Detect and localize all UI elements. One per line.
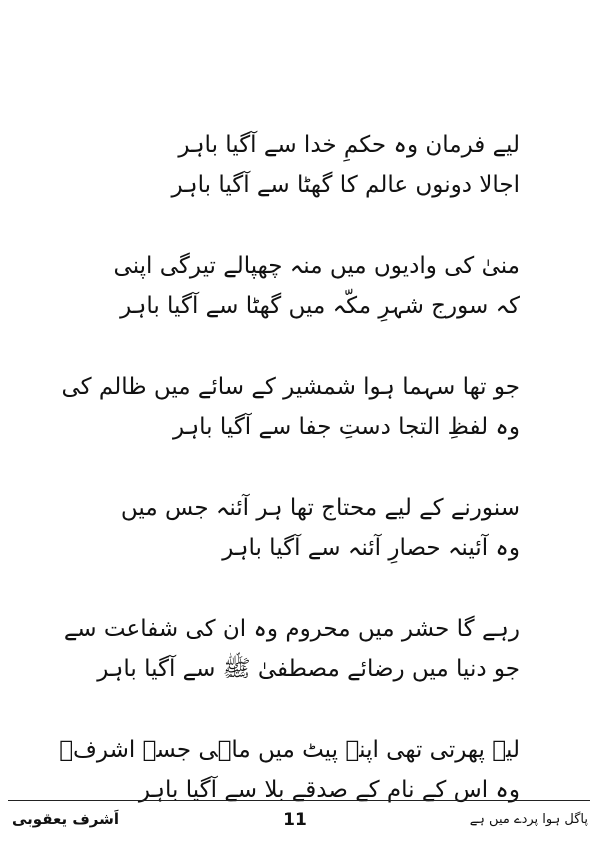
verse-line: جو تھا سہما ہوا شمشیر کے سائے میں ظالم کی (61, 374, 520, 400)
verse-line: جو دنیا میں رضائے مصطفیٰ ﷺ سے آگیا باہر (97, 656, 520, 682)
book-title: پاگل ہوا پردے میں ہے (469, 812, 588, 827)
stanza (59, 730, 520, 810)
page-footer (0, 806, 600, 846)
verse-line: منیٰ کی وادیوں میں منہ چھپالے تیرگی اپنی (113, 253, 520, 279)
verse-line: کہ سورج شہرِ مکّہ میں گھٹا سے آگیا باہر (120, 293, 520, 319)
verse-line: وہ آئینہ حصارِ آئنہ سے آگیا باہر (222, 535, 520, 561)
verse-line: سنورنے کے لیے محتاج تھا ہر آئنہ جس میں (120, 495, 520, 521)
footer-divider (8, 800, 590, 801)
verse-line: لیے فرمان وہ حکمِ خدا سے آگیا باہر (178, 132, 520, 158)
verse-line: وہ لفظِ التجا دستِ جفا سے آگیا باہر (173, 414, 520, 440)
verse-line: رہے گا حشر میں محروم وہ ان کی شفاعت سے (63, 616, 520, 642)
stanza (80, 125, 520, 205)
verse-line: لیے پھرتی تھی اپنے پیٹ میں ماہی جسے اشرفؔ (59, 737, 520, 763)
verse-line: اجالا دونوں عالم کا گھٹا سے آگیا باہر (171, 172, 520, 198)
stanza (80, 488, 520, 568)
verse-line: وہ اس کے نام کے صدقے بلا سے آگیا باہر (138, 777, 520, 803)
stanza (80, 246, 520, 326)
stanza (63, 609, 520, 689)
page-number: 11 (283, 810, 307, 830)
stanza (61, 367, 520, 447)
author-name: اَشرف یعقوبی (12, 810, 119, 828)
